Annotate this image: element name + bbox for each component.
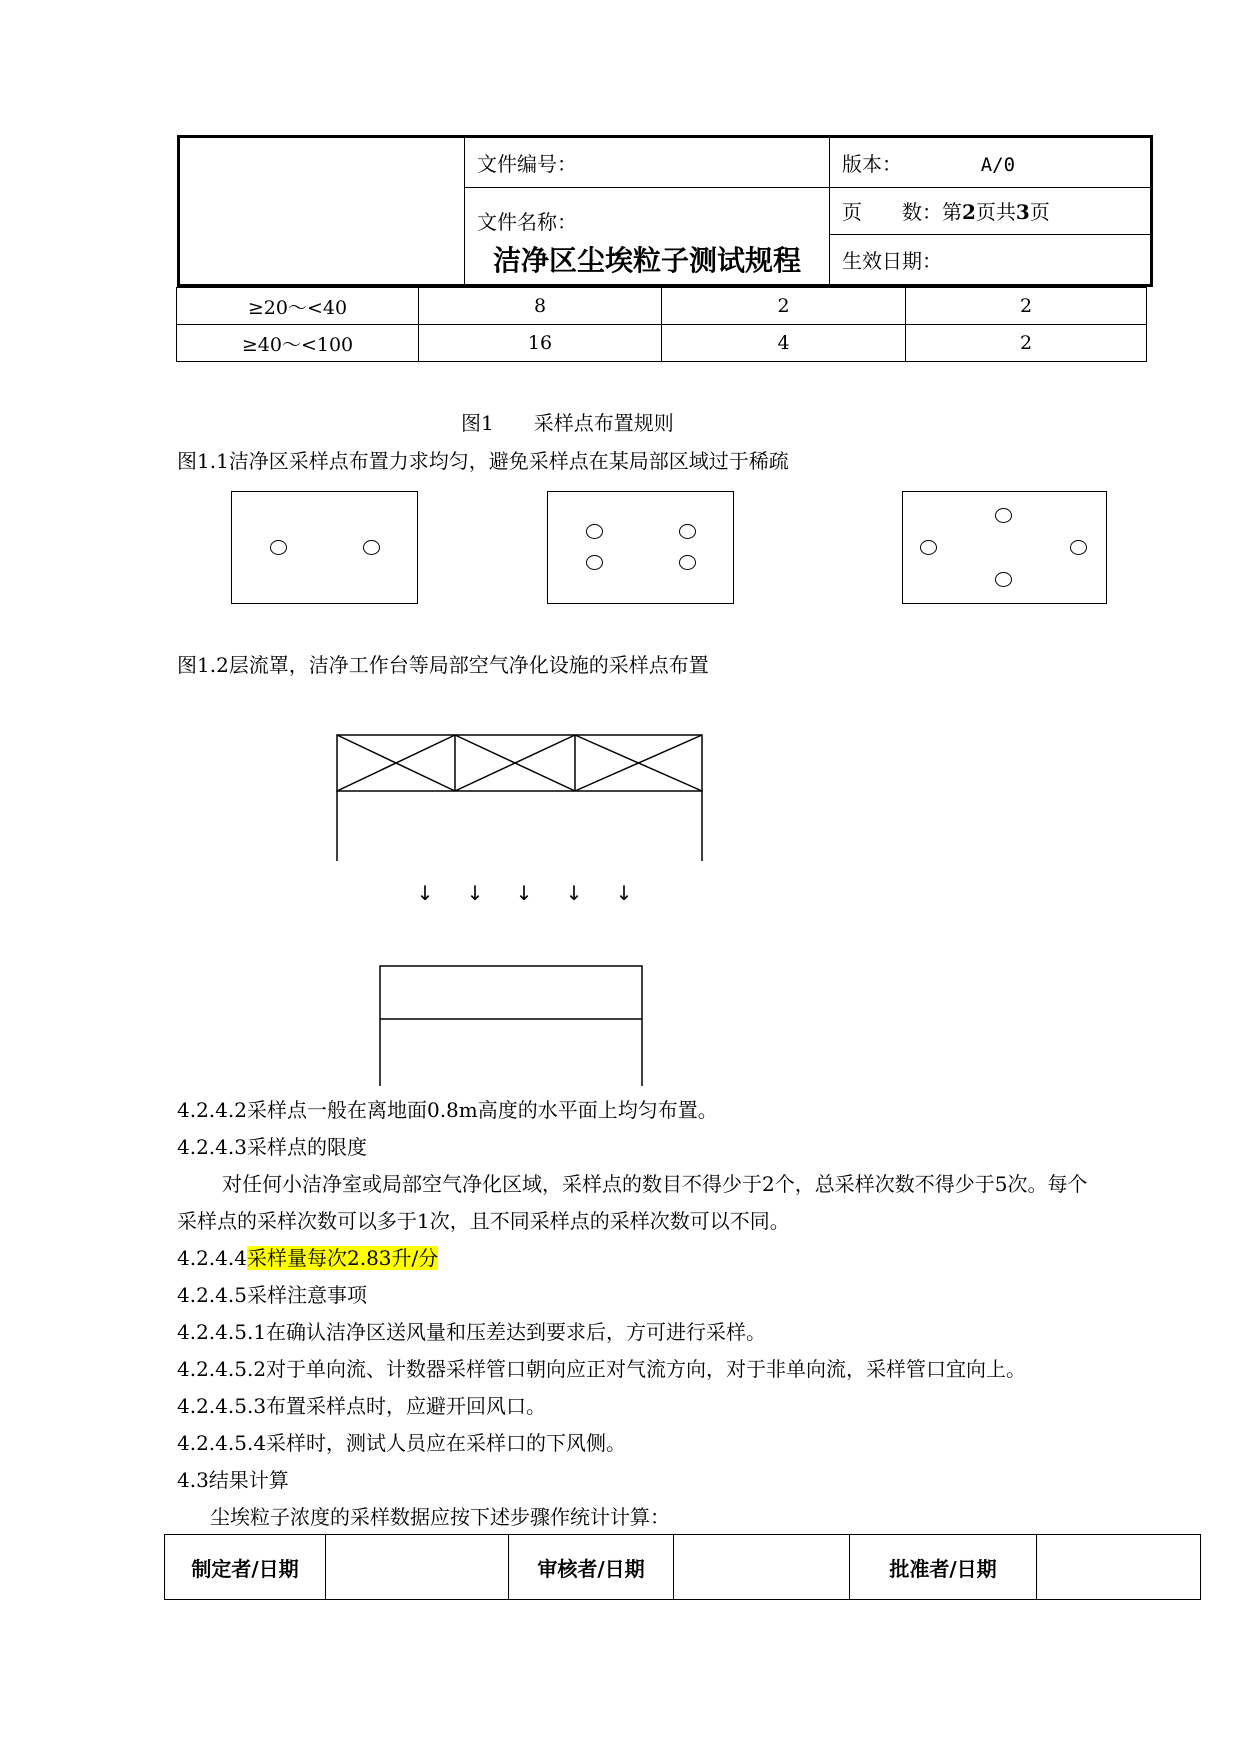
highlighted-sample-volume: 采样量每次2.83升/分 <box>246 1246 439 1270</box>
pages-label: 页 数： <box>842 200 942 225</box>
layout-box-2-points <box>231 491 418 604</box>
effective-date-label: 生效日期： <box>830 234 1152 285</box>
para-4242: 4.2.4.2采样点一般在离地面0.8m高度的水平面上均匀布置。 <box>177 1098 718 1122</box>
sample-point-icon <box>586 555 603 570</box>
approver-field <box>1037 1535 1201 1600</box>
pages-suffix: 页 <box>1029 200 1050 225</box>
para-4244 <box>177 1243 438 1273</box>
table-cell: 2 <box>906 288 1147 325</box>
sample-point-icon <box>586 524 603 539</box>
reviewer-label: 审核者/日期 <box>509 1535 674 1600</box>
para-4243-body1: 对任何小洁净室或局部空气净化区域，采样点的数目不得少于2个，总采样次数不得少于5次。每个 <box>222 1172 1088 1196</box>
doc-title: 洁净区尘埃粒子测试规程 <box>493 244 802 278</box>
doc-number-label: 文件编号： <box>465 137 830 188</box>
laminar-hood-diagram <box>330 730 710 1090</box>
para-4243-body2: 采样点的采样次数可以多于1次，且不同采样点的采样次数可以不同。 <box>177 1209 790 1233</box>
table-cell: ≥40～<100 <box>177 325 419 362</box>
work-table <box>380 966 642 1019</box>
table-cell: 16 <box>419 325 662 362</box>
signature-table <box>164 1534 1201 1600</box>
table-cell: 2 <box>906 325 1147 362</box>
hood-filter-frame <box>337 735 702 791</box>
airflow-arrow-icon: ↓ <box>615 881 633 905</box>
sample-point-icon <box>679 524 696 539</box>
sample-point-icon <box>995 508 1012 523</box>
layout-box-diamond-points <box>902 491 1107 604</box>
doc-name-label: 文件名称： <box>477 210 577 235</box>
table-row <box>177 288 1147 325</box>
table-cell: 8 <box>419 288 662 325</box>
sample-point-icon <box>679 555 696 570</box>
sample-point-icon <box>270 540 287 555</box>
author-label: 制定者/日期 <box>165 1535 326 1600</box>
airflow-arrow-icon: ↓ <box>515 881 533 905</box>
sample-point-icon <box>363 540 380 555</box>
sampling-points-table <box>176 287 1147 362</box>
sample-point-icon <box>920 540 937 555</box>
doc-name-cell <box>465 188 830 286</box>
para-43-body: 尘埃粒子浓度的采样数据应按下述步骤作统计计算： <box>210 1505 670 1529</box>
logo-cell <box>179 137 465 286</box>
version-value: A/0 <box>980 154 1016 176</box>
document-header <box>177 135 1153 287</box>
para-42453: 4.2.4.5.3布置采样点时，应避开回风口。 <box>177 1394 547 1418</box>
table-cell: ≥20～<40 <box>177 288 419 325</box>
sample-point-icon <box>1070 540 1087 555</box>
reviewer-field <box>674 1535 850 1600</box>
table-cell: 4 <box>662 325 906 362</box>
pages-mid: 页共 <box>975 200 1016 225</box>
figure1-caption: 图1 采样点布置规则 <box>461 411 674 435</box>
para-4245: 4.2.4.5采样注意事项 <box>177 1283 367 1307</box>
figure1-1-caption: 图1.1洁净区采样点布置力求均匀，避免采样点在某局部区域过于稀疏 <box>177 449 789 473</box>
page-total: 3 <box>1015 200 1030 225</box>
layout-box-4-points <box>547 491 734 604</box>
airflow-arrow-icon: ↓ <box>416 881 434 905</box>
airflow-arrow-icon: ↓ <box>565 881 583 905</box>
para-42452: 4.2.4.5.2对于单向流、计数器采样管口朝向应正对气流方向，对于非单向流，采样管口宜向上。 <box>177 1357 1027 1381</box>
pages-prefix: 第 <box>942 200 962 225</box>
table-row <box>177 325 1147 362</box>
version-cell <box>830 137 1152 188</box>
version-label: 版本： <box>842 152 902 176</box>
sample-point-icon <box>995 572 1012 587</box>
para-43: 4.3结果计算 <box>177 1468 289 1492</box>
approver-label: 批准者/日期 <box>850 1535 1037 1600</box>
para-4243: 4.2.4.3采样点的限度 <box>177 1135 367 1159</box>
para-4244-num: 4.2.4.4 <box>177 1246 247 1270</box>
figure1-2-caption: 图1.2层流罩，洁净工作台等局部空气净化设施的采样点布置 <box>177 653 709 677</box>
author-field <box>326 1535 509 1600</box>
airflow-arrow-icon: ↓ <box>466 881 484 905</box>
page-current: 2 <box>962 200 976 225</box>
para-42454: 4.2.4.5.4采样时，测试人员应在采样口的下风侧。 <box>177 1431 627 1455</box>
table-cell: 2 <box>662 288 906 325</box>
para-42451: 4.2.4.5.1在确认洁净区送风量和压差达到要求后，方可进行采样。 <box>177 1320 767 1344</box>
pages-cell <box>830 188 1152 235</box>
